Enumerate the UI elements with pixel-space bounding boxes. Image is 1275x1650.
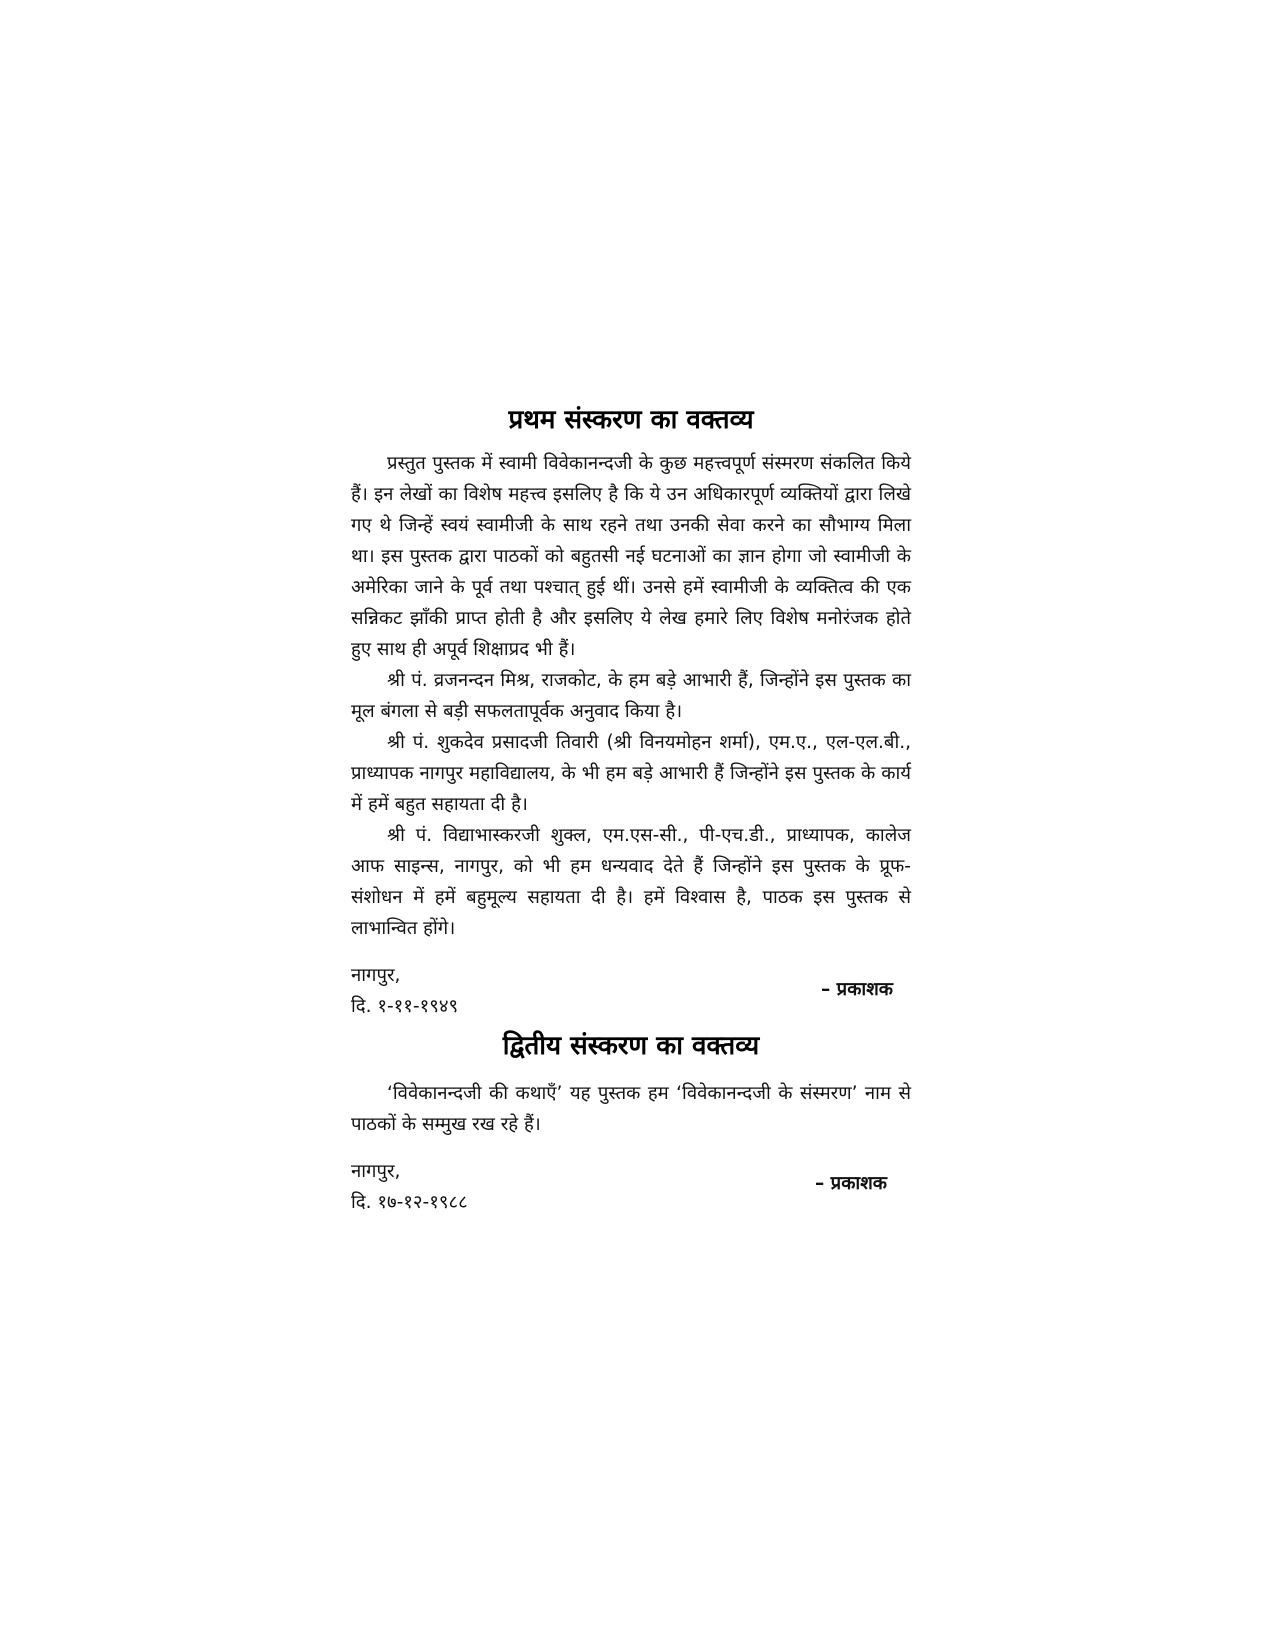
first-edition-paragraph-1: प्रस्तुत पुस्तक में स्वामी विवेकानन्दजी के कुछ महत्त्वपूर्ण संस्मरण संकलित किये हैं। इन लेखों का विशेष महत्त्व इसलिए है कि ये उन अधिकारपूर्ण व्यक्तियों द्वारा लिखे गए थे जिन्हें स्वयं स्वामीजी के साथ रहने तथा उनकी सेवा करने का सौभाग्य मिला था। इस पुस्तक द्वारा पाठकों को बहुतसी नई घटनाओं का ज्ञान होगा जो स्वामीजी के अमेरिका जाने के पूर्व तथा पश्चात् हुई थीं। उनसे हमें स्वामीजी के व्यक्तित्व की एक सन्निकट झाँकी प्राप्त होती है और इसलिए ये लेख हमारे लिए विशेष मनोरंजक होते हुए साथ ही अपूर्व शिक्षाप्रद भी हैं। (351, 453, 911, 660)
first-edition-section (351, 402, 911, 1022)
second-edition-heading: द्वितीय संस्करण का वक्तव्य (502, 1031, 760, 1061)
first-edition-paragraph-4: श्री पं. विद्याभास्करजी शुक्ल, एम.एस-सी., पी-एच.डी., प्राध्यापक, कालेज आफ साइन्स, नागपुर, को भी हम धन्यवाद देते हैं जिन्होंने इस पुस्तक के प्रूफ-संशोधन में हमें बहुमूल्य सहायता दी है। हमें विश्वास है, पाठक इस पुस्तक से लाभान्वित होंगे। (351, 825, 911, 939)
second-edition-paragraph-1: ‘विवेकानन्दजी की कथाएँ’ यह पुस्तक हम ‘विवेकानन्दजी के संस्मरण’ नाम से पाठकों के सम्मुख रख रहे हैं। (351, 1083, 911, 1135)
first-edition-place: नागपुर, (351, 965, 401, 986)
first-edition-paragraph-2: श्री पं. व्रजनन्दन मिश्र, राजकोट, के हम बड़े आभारी हैं, जिन्होंने इस पुस्तक का मूल बंगला से बड़ी सफलतापूर्वक अनुवाद किया है। (351, 670, 911, 722)
second-edition-date: दि. १७-१२-१९८८ (351, 1192, 468, 1213)
second-edition-publisher: – प्रकाशक (814, 1173, 887, 1194)
first-edition-signoff (351, 960, 911, 1022)
second-edition-place: नागपुर, (351, 1161, 401, 1182)
first-edition-publisher: – प्रकाशक (820, 979, 893, 1000)
second-edition-section (351, 1028, 911, 1218)
document-page (351, 402, 911, 1218)
second-edition-signoff (351, 1156, 911, 1218)
first-edition-heading: प्रथम संस्करण का वक्तव्य (508, 405, 754, 435)
first-edition-date: दि. १-११-१९४९ (351, 996, 459, 1017)
first-edition-paragraph-3: श्री पं. शुकदेव प्रसादजी तिवारी (श्री विनयमोहन शर्मा), एम.ए., एल-एल.बी., प्राध्यापक नागपुर महाविद्यालय, के भी हम बड़े आभारी हैं जिन्होंने इस पुस्तक के कार्य में हमें बहुत सहायता दी है। (351, 732, 911, 815)
